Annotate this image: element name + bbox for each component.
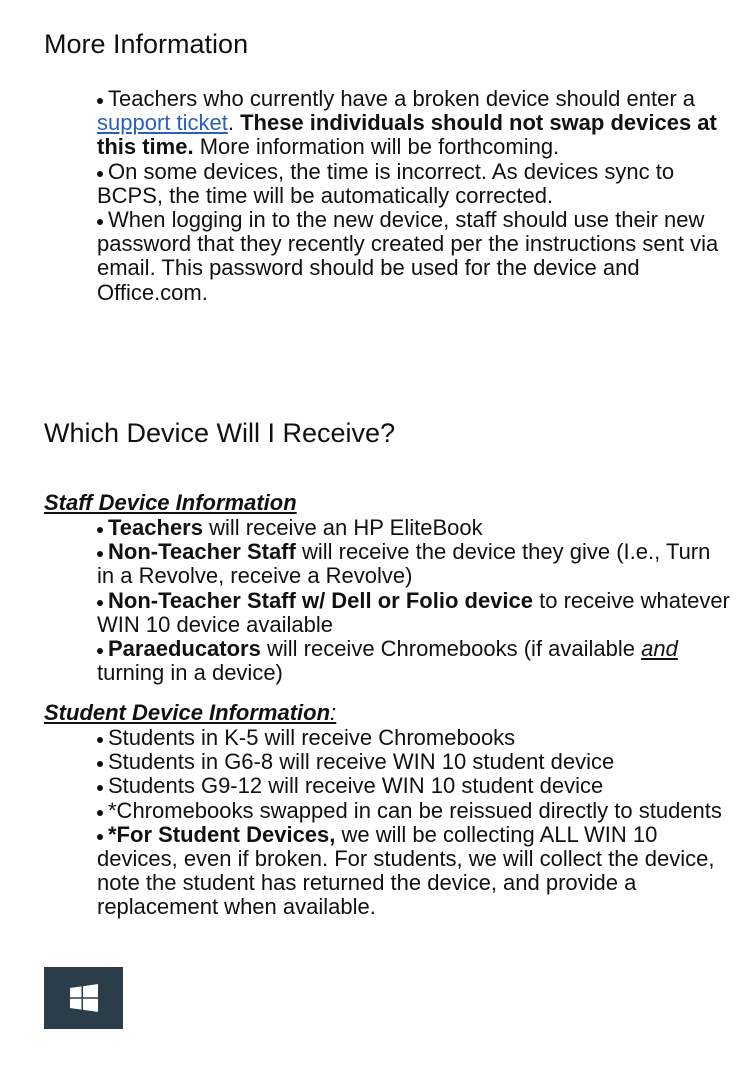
list-item-text: we will be collecting ALL WIN 10 devices, even if broken. For students, we will collect the device, note the student has returned the device, and provide a replacement when available. (97, 821, 715, 920)
list-item (97, 799, 733, 823)
list-item-bold-text: Non-Teacher Staff w/ Dell or Folio device (108, 587, 534, 613)
list-item (97, 774, 733, 798)
list-item (97, 823, 733, 920)
list-item-text: *Chromebooks swapped in can be reissued directly to students (108, 797, 722, 823)
list-item-text: Students G9-12 will receive WIN 10 student device (108, 773, 604, 799)
list-item (97, 589, 733, 637)
bullet-icon (97, 834, 103, 840)
list-item-text: will receive Chromebooks (if available (260, 636, 642, 662)
staff-device-heading (44, 490, 297, 516)
bullet-icon (97, 785, 103, 791)
list-item (97, 750, 733, 774)
bullet-icon (97, 737, 103, 743)
list-item-bold-text: *For Student Devices, (108, 821, 336, 847)
windows-logo-icon (70, 984, 98, 1012)
list-item-bold-text: These individuals should not swap devices at this time. (97, 110, 717, 160)
student-device-title-colon: : (330, 700, 337, 725)
list-item-text: to receive whatever WIN 10 device available (97, 587, 730, 637)
more-information-list (97, 87, 733, 305)
list-item-text: On some devices, the time is incorrect. As devices sync to BCPS, the time will be automatically corrected. (97, 158, 675, 208)
bullet-icon (97, 761, 103, 767)
bullet-icon (97, 171, 103, 177)
student-device-heading (44, 700, 336, 726)
list-item-bold-text: Teachers (108, 515, 203, 540)
list-item (97, 516, 733, 540)
list-item-text: will receive the device they give (I.e., Turn in a Revolve, receive a Revolve) (97, 539, 711, 589)
support-ticket-link[interactable]: support ticket (97, 110, 228, 136)
list-item-text: . (227, 110, 241, 136)
list-item (97, 160, 733, 208)
list-item-text: Students in G6-8 will receive WIN 10 student device (108, 749, 615, 775)
list-item-text: Students in K-5 will receive Chromebooks (108, 725, 516, 750)
list-item-text: Teachers who currently have a broken device should enter a (108, 86, 696, 111)
bullet-icon (97, 551, 103, 557)
student-device-list (97, 726, 733, 920)
list-item (97, 87, 733, 160)
list-item-bold-text: Non-Teacher Staff (108, 539, 296, 565)
windows-start-button[interactable] (44, 967, 123, 1029)
list-item-text: will receive an HP EliteBook (202, 515, 483, 540)
student-device-title: Student Device Information (44, 700, 331, 725)
list-item (97, 637, 733, 685)
list-item (97, 726, 733, 750)
bullet-icon (97, 648, 103, 654)
list-item-emphasis: and (641, 636, 678, 662)
staff-device-list (97, 516, 733, 685)
list-item-bold-text: Paraeducators (108, 636, 261, 662)
which-device-heading: Which Device Will I Receive? (44, 418, 396, 448)
list-item-text: turning in a device) (97, 660, 283, 686)
list-item-text: When logging in to the new device, staff should use their new password that they recently created per the instructions sent via email. This password should be used for the device and Office.com. (97, 207, 719, 305)
bullet-icon (97, 527, 103, 533)
list-item (97, 208, 733, 305)
more-information-heading: More Information (44, 29, 249, 59)
bullet-icon (97, 219, 103, 225)
list-item (97, 540, 733, 588)
bullet-icon (97, 810, 103, 816)
bullet-icon (97, 600, 103, 606)
list-item-text: More information will be forthcoming. (193, 134, 560, 160)
staff-device-title: Staff Device Information (44, 490, 297, 515)
bullet-icon (97, 98, 103, 104)
